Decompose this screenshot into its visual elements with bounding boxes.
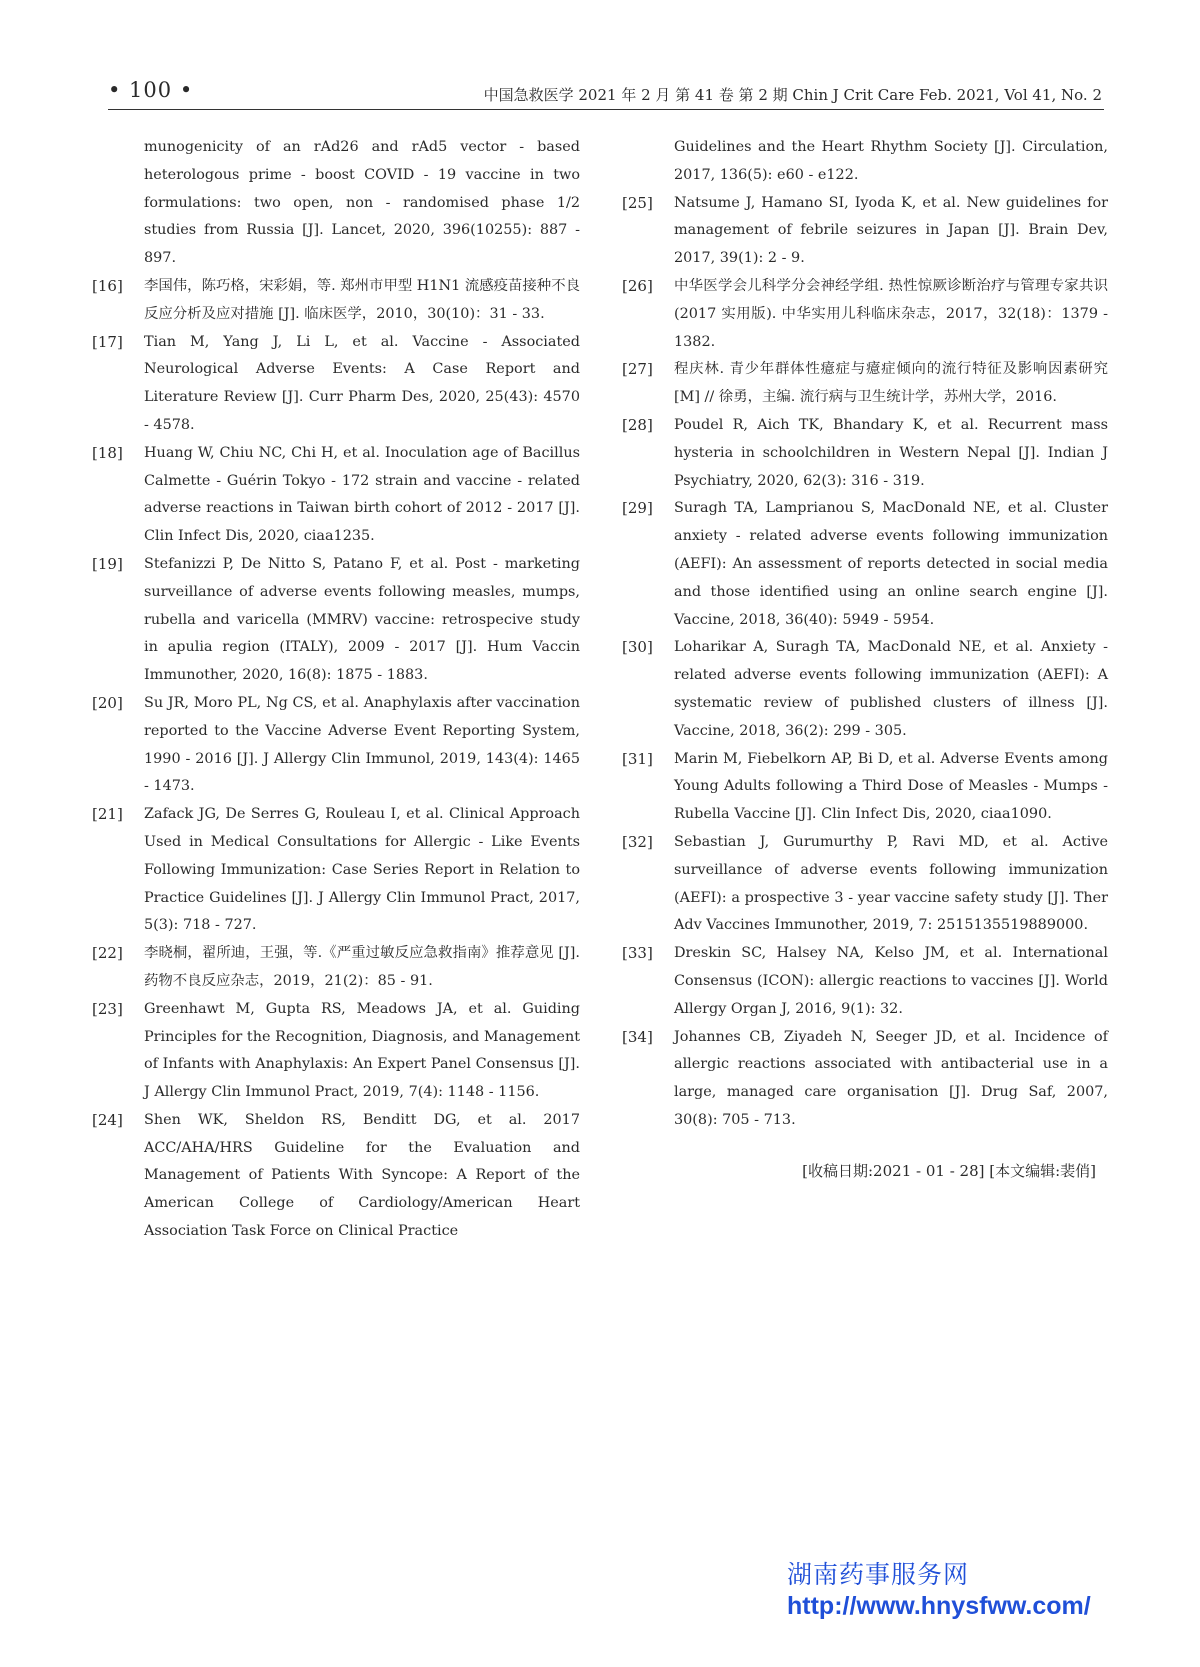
reference-number: [22] — [92, 944, 123, 963]
reference-item — [92, 273, 580, 329]
reference-number: [19] — [92, 554, 123, 573]
reference-number: [23] — [92, 999, 123, 1018]
reference-number: [31] — [622, 749, 653, 768]
reference-item — [92, 690, 580, 801]
reference-item — [92, 996, 580, 1107]
reference-item — [622, 412, 1108, 495]
reference-text: Shen WK, Sheldon RS, Benditt DG, et al. 2017 ACC/AHA/HRS Guideline for the Evaluation and Management of Patients With Syncope: A Report of the American College of Cardiology/American Heart Association Task Force on Clinical Practice — [144, 1111, 580, 1240]
reference-item — [92, 940, 580, 996]
reference-text: Sebastian J, Gurumurthy P, Ravi MD, et al. Active surveillance of adverse events following immunization (AEFI): a prospective 3 - year vaccine safety study [J]. Ther Adv Vaccines Immunother, 2019, 7: 2515135519889000. — [674, 833, 1108, 934]
reference-item — [92, 551, 580, 690]
reference-item — [92, 1107, 580, 1246]
reference-text: Dreskin SC, Halsey NA, Kelso JM, et al. International Consensus (ICON): allergic reactions to vaccines [J]. World Allergy Organ J, 2016, 9(1): 32. — [674, 945, 1108, 1017]
reference-continuation: munogenicity of an rAd26 and rAd5 vector - based heterologous prime - boost COVID - 19 vaccine in two formulations: two open, non - randomised phase 1/2 studies from Russia [J]. Lancet, 2020, 396(10255): 887 - 897. — [144, 139, 580, 267]
reference-number: [33] — [622, 944, 653, 963]
reference-item — [622, 746, 1108, 829]
reference-text: Marin M, Fiebelkorn AP, Bi D, et al. Adverse Events among Young Adults following a Third Dose of Measles - Mumps - Rubella Vaccine [J]. Clin Infect Dis, 2020, ciaa1090. — [674, 750, 1108, 823]
reference-text: 中华医学会儿科学分会神经学组. 热性惊厥诊断治疗与管理专家共识(2017 实用版). 中华实用儿科临床杂志，2017，32(18)：1379 - 1382. — [674, 277, 1108, 350]
reference-list-left — [92, 273, 580, 1246]
page-number: • 100 • — [108, 78, 194, 102]
left-column — [92, 134, 580, 1246]
reference-item — [92, 329, 580, 440]
reference-number: [16] — [92, 276, 123, 295]
reference-text: Stefanizzi P, De Nitto S, Patano F, et al. Post - marketing surveillance of adverse events following measles, mumps, rubella and varicella (MMRV) vaccine: retrospecive study in apulia region (ITALY), 2009 - 2017 [J]. Hum Vaccin Immunother, 2020, 16(8): 1875 - 1883. — [144, 555, 580, 684]
reference-text: Suragh TA, Lamprianou S, MacDonald NE, et al. Cluster anxiety - related adverse events following immunization (AEFI): An assessment of reports detected in social media and those identified using an online search engine [J]. Vaccine, 2018, 36(40): 5949 - 5954. — [674, 500, 1108, 628]
reference-number: [34] — [622, 1027, 653, 1046]
reference-text: Tian M, Yang J, Li L, et al. Vaccine - Associated Neurological Adverse Events: A Case Report and Literature Review [J]. Curr Pharm Des, 2020, 25(43): 4570 - 4578. — [144, 333, 580, 433]
reference-text: 程庆林. 青少年群体性癔症与癔症倾向的流行特征及影响因素研究 [M] // 徐勇，主编. 流行病与卫生统计学，苏州大学，2016. — [674, 361, 1108, 406]
reference-number: [27] — [622, 360, 653, 379]
reference-text: Poudel R, Aich TK, Bhandary K, et al. Recurrent mass hysteria in schoolchildren in Western Nepal [J]. Indian J Psychiatry, 2020, 62(3): 316 - 319. — [674, 416, 1108, 489]
reference-number: [24] — [92, 1110, 123, 1129]
page-header — [108, 78, 1102, 104]
reference-text: Su JR, Moro PL, Ng CS, et al. Anaphylaxis after vaccination reported to the Vaccine Adverse Event Reporting System, 1990 - 2016 [J]. J Allergy Clin Immunol, 2019, 143(4): 1465 - 1473. — [144, 694, 580, 795]
reference-item — [92, 801, 580, 940]
reference-number: [20] — [92, 693, 123, 712]
site-watermark — [787, 1560, 1091, 1622]
reference-item — [622, 829, 1108, 940]
reference-item — [622, 356, 1108, 412]
reference-item — [622, 495, 1108, 634]
reference-list-right — [622, 190, 1108, 1135]
reference-text: 李晓桐，翟所迪，王强，等.《严重过敏反应急救指南》推荐意见 [J]. 药物不良反应杂志，2019，21(2)：85 - 91. — [144, 945, 580, 989]
reference-text: Natsume J, Hamano SI, Iyoda K, et al. New guidelines for management of febrile seizures in Japan [J]. Brain Dev, 2017, 39(1): 2 - 9. — [674, 194, 1108, 267]
received-date-editor: [收稿日期:2021 - 01 - 28] [本文编辑:裴俏] — [802, 1162, 1096, 1180]
reference-item — [622, 273, 1108, 356]
header-rule — [108, 109, 1104, 110]
reference-item — [92, 440, 580, 551]
reference-text: Loharikar A, Suragh TA, MacDonald NE, et al. Anxiety - related adverse events following immunization (AEFI): A systematic review of published clusters of illness [J]. Vaccine, 2018, 36(2): 299 - 305. — [674, 639, 1108, 739]
reference-number: [28] — [622, 415, 653, 434]
reference-number: [25] — [622, 193, 653, 212]
reference-number: [17] — [92, 332, 123, 351]
reference-continuation: Guidelines and the Heart Rhythm Society [J]. Circulation, 2017, 136(5): e60 - e122. — [674, 139, 1108, 183]
reference-text: Zafack JG, De Serres G, Rouleau I, et al. Clinical Approach Used in Medical Consultations for Allergic - Like Events Following Immunization: Case Series Report in Relation to Practice Guidelines [J]. J Allergy Clin Immunol Pract, 2017, 5(3): 718 - 727. — [144, 806, 580, 934]
reference-number: [29] — [622, 499, 653, 518]
reference-text: 李国伟，陈巧格，宋彩娟，等. 郑州市甲型 H1N1 流感疫苗接种不良反应分析及应对措施 [J]. 临床医学，2010，30(10)：31 - 33. — [144, 277, 580, 322]
journal-citation: 中国急救医学 2021 年 2 月 第 41 卷 第 2 期 Chin J Crit Care Feb. 2021, Vol 41, No. 2 — [483, 86, 1102, 104]
reference-text: Greenhawt M, Gupta RS, Meadows JA, et al. Guiding Principles for the Recognition, Diagnosis, and Management of Infants with Anaphylaxis: An Expert Panel Consensus [J]. J Allergy Clin Immunol Pract, 2019, 7(4): 1148 - 1156. — [144, 1000, 580, 1101]
reference-number: [30] — [622, 638, 653, 657]
reference-number: [32] — [622, 832, 653, 851]
watermark-site-name: 湖南药事服务网 — [787, 1560, 970, 1589]
reference-item — [622, 940, 1108, 1023]
reference-text: Huang W, Chiu NC, Chi H, et al. Inoculation age of Bacillus Calmette - Guérin Tokyo - 172 strain and vaccine - related adverse reactions in Taiwan birth cohort of 2012 - 2017 [J]. Clin Infect Dis, 2020, ciaa1235. — [144, 444, 580, 545]
reference-item — [622, 634, 1108, 745]
reference-number: [18] — [92, 443, 123, 462]
reference-number: [26] — [622, 276, 653, 295]
right-column — [622, 134, 1108, 1135]
reference-text: Johannes CB, Ziyadeh N, Seeger JD, et al. Incidence of allergic reactions associated with antibacterial use in a large, managed care organisation [J]. Drug Saf, 2007, 30(8): 705 - 713. — [674, 1028, 1108, 1128]
reference-item — [622, 190, 1108, 273]
reference-item — [622, 1024, 1108, 1135]
reference-number: [21] — [92, 805, 123, 824]
watermark-url-link[interactable]: http://www.hnysfww.com/ — [787, 1592, 1091, 1620]
